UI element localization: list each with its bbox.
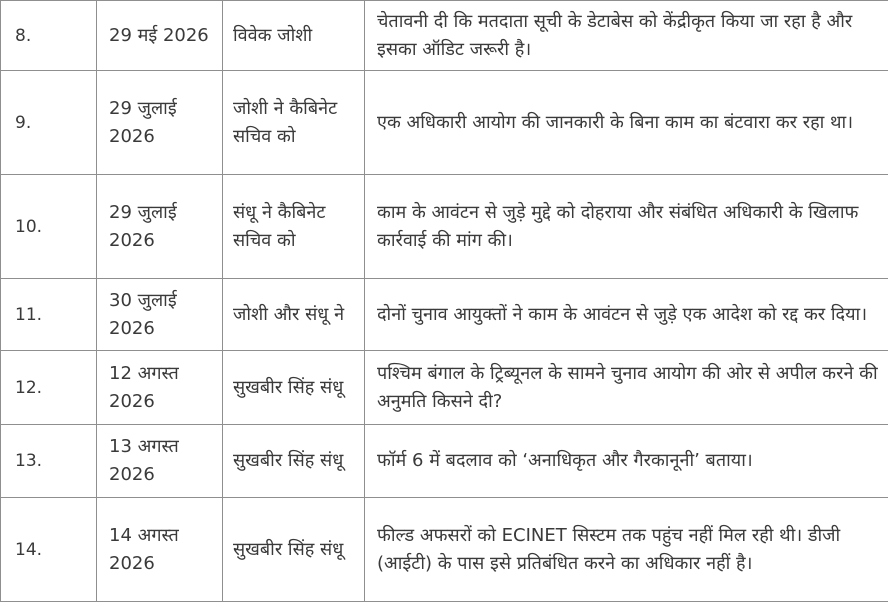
row-description: पश्चिम बंगाल के ट्रिब्यूनल के सामने चुनाव आयोग की ओर से अपील करने की अनुमति किसने दी? <box>365 351 888 425</box>
row-date: 29 जुलाई 2026 <box>97 175 223 279</box>
row-date: 29 जुलाई 2026 <box>97 71 223 175</box>
row-number: 9. <box>1 71 97 175</box>
row-person: विवेक जोशी <box>223 1 365 71</box>
table-row <box>1 1 888 71</box>
table-row <box>1 498 888 602</box>
row-description: एक अधिकारी आयोग की जानकारी के बिना काम का बंटवारा कर रहा था। <box>365 71 888 175</box>
row-number: 10. <box>1 175 97 279</box>
row-person: सुखबीर सिंह संधू <box>223 351 365 425</box>
row-person: जोशी ने कैबिनेट सचिव को <box>223 71 365 175</box>
row-description: काम के आवंटन से जुड़े मुद्दे को दोहराया और संबंधित अधिकारी के खिलाफ कार्रवाई की मांग की। <box>365 175 888 279</box>
row-description: फील्ड अफसरों को ECINET सिस्टम तक पहुंच नहीं मिल रही थी। डीजी (आईटी) के पास इसे प्रतिबंधित करने का अधिकार नहीं है। <box>365 498 888 602</box>
row-number: 12. <box>1 351 97 425</box>
row-description: दोनों चुनाव आयुक्तों ने काम के आवंटन से जुड़े एक आदेश को रद्द कर दिया। <box>365 279 888 351</box>
row-number: 13. <box>1 425 97 498</box>
row-description: चेतावनी दी कि मतदाता सूची के डेटाबेस को केंद्रीकृत किया जा रहा है और इसका ऑडिट जरूरी है। <box>365 1 888 71</box>
row-person: जोशी और संधू ने <box>223 279 365 351</box>
row-date: 14 अगस्त 2026 <box>97 498 223 602</box>
row-person: सुखबीर सिंह संधू <box>223 498 365 602</box>
row-number: 11. <box>1 279 97 351</box>
table-row <box>1 175 888 279</box>
row-date: 13 अगस्त 2026 <box>97 425 223 498</box>
row-number: 8. <box>1 1 97 71</box>
row-date: 12 अगस्त 2026 <box>97 351 223 425</box>
row-person: सुखबीर सिंह संधू <box>223 425 365 498</box>
table-row <box>1 425 888 498</box>
row-number: 14. <box>1 498 97 602</box>
table-row <box>1 279 888 351</box>
row-description: फॉर्म 6 में बदलाव को ‘अनाधिकृत और गैरकानूनी’ बताया। <box>365 425 888 498</box>
table-row <box>1 351 888 425</box>
row-person: संधू ने कैबिनेट सचिव को <box>223 175 365 279</box>
table-row <box>1 71 888 175</box>
row-date: 30 जुलाई 2026 <box>97 279 223 351</box>
row-date: 29 मई 2026 <box>97 1 223 71</box>
